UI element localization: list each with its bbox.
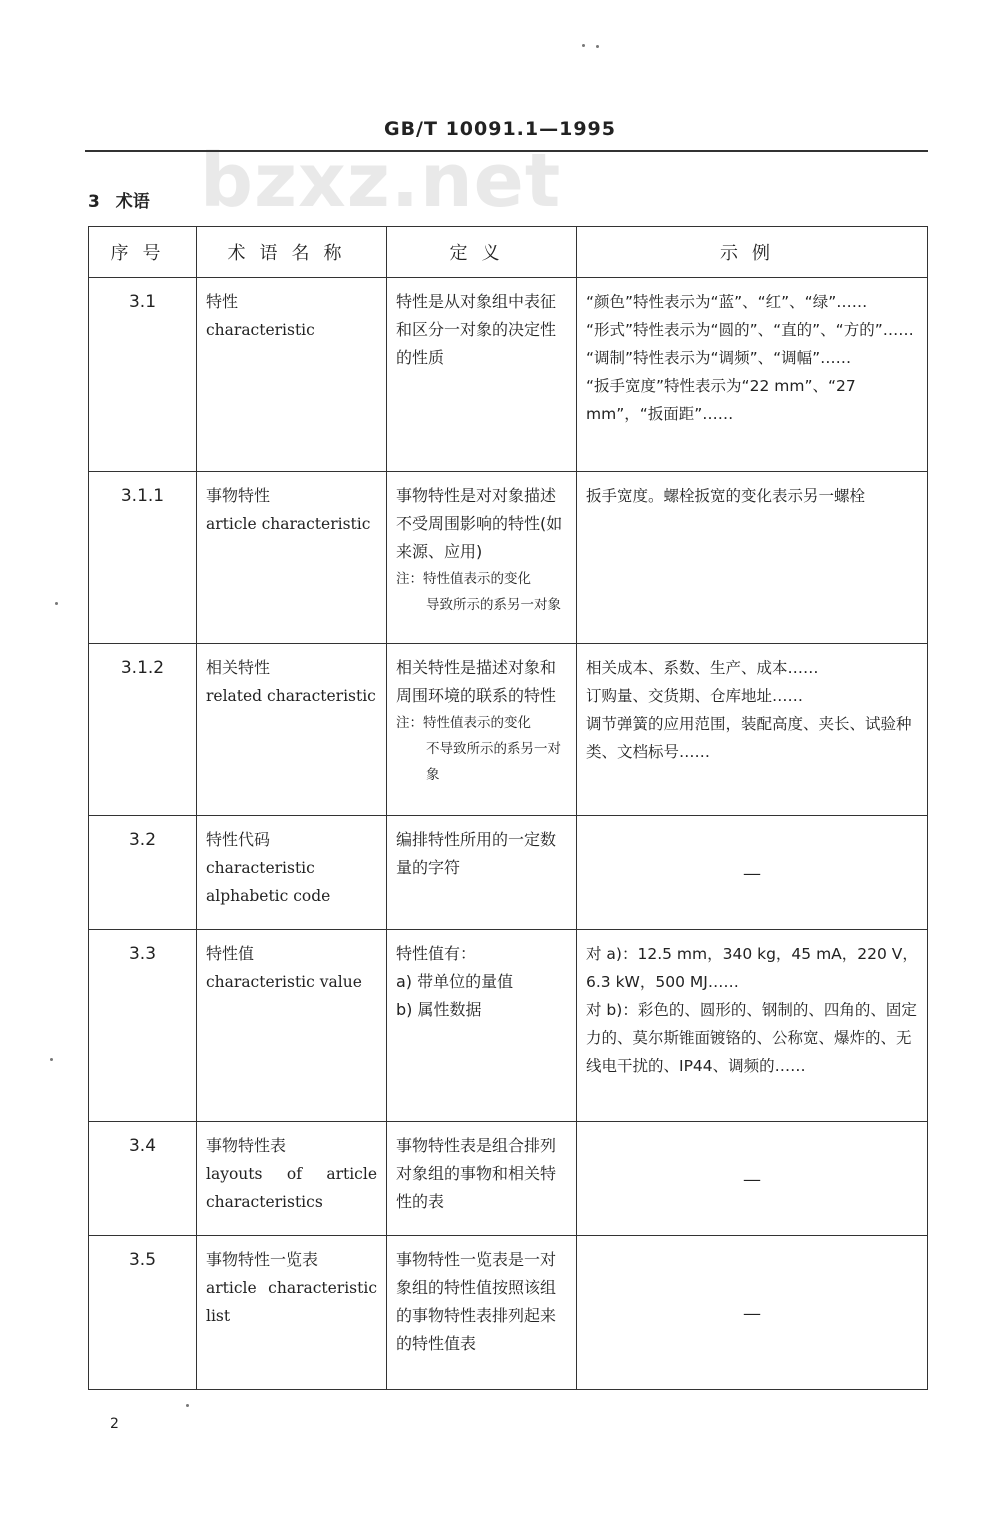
scan-speck xyxy=(582,44,585,47)
term-en: layouts of article characteristics xyxy=(206,1165,377,1211)
term-zh: 事物特性 xyxy=(206,486,271,505)
term-en: related characteristic xyxy=(206,687,376,705)
header-rule xyxy=(85,150,928,152)
table-row xyxy=(89,644,928,816)
table-row xyxy=(89,472,928,644)
note-body: 不导致所示的系另一对象 xyxy=(426,741,561,783)
term-zh: 特性代码 xyxy=(206,830,271,849)
empty-dash: — xyxy=(743,1303,761,1324)
section-heading xyxy=(88,187,150,212)
example-line: 对 a)：12.5 mm，340 kg，45 mA，220 V，6.3 kW，500 MJ…… xyxy=(586,945,918,991)
definition-note xyxy=(396,710,567,788)
scan-speck xyxy=(55,602,58,605)
definition-text: 特性值有： xyxy=(396,944,477,963)
definition-cell xyxy=(387,472,577,644)
example-line: 订购量、交货期、仓库地址…… xyxy=(586,687,804,705)
term-zh: 相关特性 xyxy=(206,658,271,677)
table-row xyxy=(89,278,928,472)
example-line: “颜色”特性表示为“蓝”、“红”、“绿”…… xyxy=(586,293,868,311)
header-example: 示例 xyxy=(577,227,928,278)
page-number: 2 xyxy=(110,1416,119,1432)
header-number: 序号 xyxy=(89,227,197,278)
definition-text: 事物特性是对对象描述不受周围影响的特性(如来源、应用) xyxy=(396,486,563,561)
example-cell-empty xyxy=(577,1236,928,1390)
definition-text: b) 属性数据 xyxy=(396,1000,482,1019)
term-zh: 事物特性一览表 xyxy=(206,1250,319,1269)
scan-speck xyxy=(50,1058,53,1061)
note-body: 导致所示的系另一对象 xyxy=(426,597,561,613)
example-cell xyxy=(577,472,928,644)
definition-cell xyxy=(387,278,577,472)
row-number: 3.2 xyxy=(89,816,197,930)
term-cell xyxy=(197,1122,387,1236)
row-number: 3.1.2 xyxy=(89,644,197,816)
term-cell xyxy=(197,930,387,1122)
term-en: characteristic xyxy=(206,321,315,339)
definition-text: 事物特性一览表是一对象组的特性值按照该组的事物特性表排列起来的特性值表 xyxy=(396,1250,557,1353)
row-number: 3.3 xyxy=(89,930,197,1122)
example-cell xyxy=(577,930,928,1122)
example-line: “调制”特性表示为“调频”、“调幅”…… xyxy=(586,349,852,367)
term-cell xyxy=(197,644,387,816)
empty-dash: — xyxy=(743,1169,761,1190)
table-row xyxy=(89,930,928,1122)
row-number: 3.1.1 xyxy=(89,472,197,644)
header-definition: 定义 xyxy=(387,227,577,278)
term-zh: 特性 xyxy=(206,292,239,311)
definition-cell xyxy=(387,816,577,930)
definition-note xyxy=(396,566,567,618)
table-row xyxy=(89,1236,928,1390)
term-en: article characteristic list xyxy=(206,1279,377,1325)
term-cell xyxy=(197,1236,387,1390)
example-line: “扳手宽度”特性表示为“22 mm”、“27 mm”，“扳面距”…… xyxy=(586,377,856,423)
watermark: bzxz.net xyxy=(200,138,562,224)
definition-text: 特性是从对象组中表征和区分一对象的决定性的性质 xyxy=(396,292,557,367)
example-cell xyxy=(577,278,928,472)
definition-text: 编排特性所用的一定数量的字符 xyxy=(396,830,557,877)
example-line: 扳手宽度。螺栓扳宽的变化表示另一螺栓 xyxy=(586,487,866,505)
table-header-row xyxy=(89,227,928,278)
term-zh: 特性值 xyxy=(206,944,255,963)
definition-text: 事物特性表是组合排列对象组的事物和相关特性的表 xyxy=(396,1136,557,1211)
standard-number: GB/T 10091.1—1995 xyxy=(383,118,616,140)
example-line: 对 b)：彩色的、圆形的、钢制的、四角的、固定力的、莫尔斯锥面镀铬的、公称宽、爆炸的、无线电干扰的、IP44、调频的…… xyxy=(586,1001,917,1075)
term-zh: 事物特性表 xyxy=(206,1136,287,1155)
section-number: 3 xyxy=(88,192,100,212)
note-lead: 注：特性值表示的变化 xyxy=(396,715,531,731)
term-en: article characteristic xyxy=(206,515,371,533)
term-en: characteristic alphabetic code xyxy=(206,859,331,905)
header-term: 术语名称 xyxy=(197,227,387,278)
definition-cell xyxy=(387,930,577,1122)
term-cell xyxy=(197,472,387,644)
row-number: 3.1 xyxy=(89,278,197,472)
definition-cell xyxy=(387,1122,577,1236)
term-cell xyxy=(197,278,387,472)
note-lead: 注：特性值表示的变化 xyxy=(396,571,531,587)
table-row xyxy=(89,816,928,930)
row-number: 3.5 xyxy=(89,1236,197,1390)
section-title: 术语 xyxy=(115,192,150,212)
definition-text: 相关特性是描述对象和周围环境的联系的特性 xyxy=(396,658,557,705)
example-cell-empty xyxy=(577,816,928,930)
example-line: 相关成本、系数、生产、成本…… xyxy=(586,659,819,677)
definition-cell xyxy=(387,1236,577,1390)
scan-speck xyxy=(596,45,599,48)
example-line: “形式”特性表示为“圆的”、“直的”、“方的”…… xyxy=(586,321,914,339)
term-en: characteristic value xyxy=(206,973,362,991)
definition-text: a) 带单位的量值 xyxy=(396,972,514,991)
example-cell-empty xyxy=(577,1122,928,1236)
definition-cell xyxy=(387,644,577,816)
scan-speck xyxy=(186,1404,189,1407)
term-cell xyxy=(197,816,387,930)
table-row xyxy=(89,1122,928,1236)
example-cell xyxy=(577,644,928,816)
row-number: 3.4 xyxy=(89,1122,197,1236)
empty-dash: — xyxy=(743,863,761,884)
terms-table xyxy=(88,226,928,1390)
example-line: 调节弹簧的应用范围，装配高度、夹长、试验种类、文档标号…… xyxy=(586,715,912,761)
